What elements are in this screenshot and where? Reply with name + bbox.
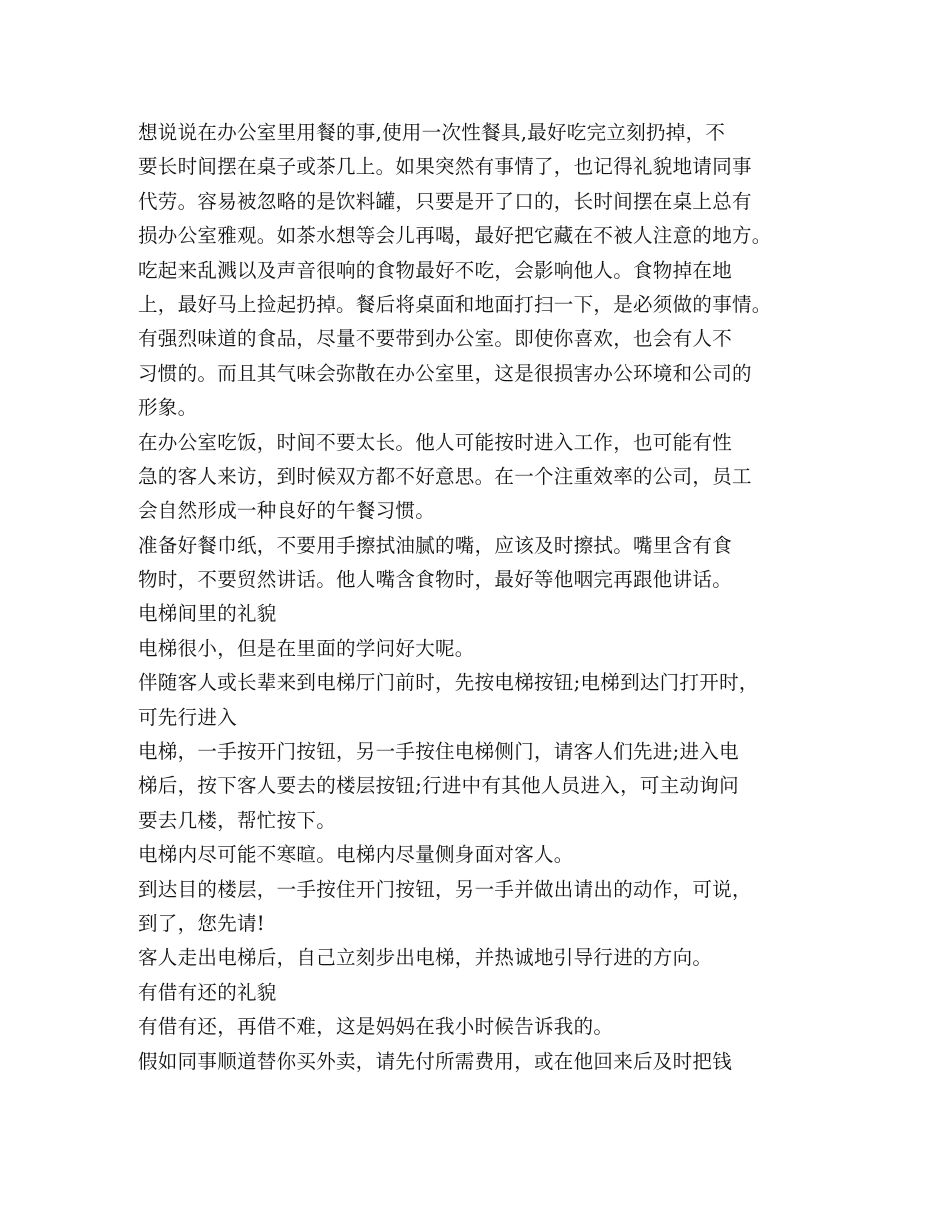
text-line: 物时，不要贸然讲话。他人嘴含食物时，最好等他咽完再跟他讲话。 [138, 568, 733, 592]
section-heading: 电梯间里的礼貌 [138, 602, 277, 626]
text-line: 要长时间摆在桌子或茶几上。如果突然有事情了，也记得礼貌地请同事 [138, 155, 752, 179]
text-line: 到达目的楼层，一手按住开门按钮，另一手并做出请出的动作，可说， [138, 877, 752, 901]
text-line: 假如同事顺道替你买外卖，请先付所需费用，或在他回来后及时把钱 [138, 1049, 733, 1073]
text-line: 电梯，一手按开门按钮，另一手按住电梯侧门，请客人们先进;进入电 [138, 740, 739, 764]
text-line: 要去几楼，帮忙按下。 [138, 808, 337, 832]
text-line: 吃起来乱溅以及声音很响的食物最好不吃，会影响他人。食物掉在地 [138, 258, 733, 282]
text-line: 准备好餐巾纸，不要用手擦拭油腻的嘴，应该及时擦拭。嘴里含有食 [138, 533, 733, 557]
text-line: 损办公室雅观。如茶水想等会儿再喝，最好把它藏在不被人注意的地方。 [138, 224, 772, 248]
text-line: 想说说在办公室里用餐的事,使用一次性餐具,最好吃完立刻扔掉，不 [138, 121, 726, 144]
text-line: 会自然形成一种良好的午餐习惯。 [138, 499, 436, 523]
text-line: 习惯的。而且其气味会弥散在办公室里，这是很损害办公环境和公司的 [138, 361, 752, 385]
text-line: 代劳。容易被忽略的是饮料罐，只要是开了口的，长时间摆在桌上总有 [138, 189, 752, 213]
text-line: 电梯很小，但是在里面的学问好大呢。 [138, 636, 475, 660]
text-line: 客人走出电梯后，自己立刻步出电梯，并热诚地引导行进的方向。 [138, 946, 713, 970]
text-line: 可先行进入 [138, 705, 238, 729]
text-line: 梯后，按下客人要去的楼层按钮;行进中有其他人员进入，可主动询问 [138, 774, 739, 798]
text-line: 上，最好马上捡起扔掉。餐后将桌面和地面打扫一下，是必须做的事情。 [138, 292, 772, 316]
text-line: 形象。 [138, 396, 198, 420]
text-line: 有借有还，再借不难，这是妈妈在我小时候告诉我的。 [138, 1015, 614, 1039]
text-line: 伴随客人或长辈来到电梯厅门前时，先按电梯按钮;电梯到达门打开时， [138, 671, 759, 695]
section-heading: 有借有还的礼貌 [138, 980, 277, 1004]
text-line: 电梯内尽可能不寒暄。电梯内尽量侧身面对客人。 [138, 843, 574, 867]
document-body [138, 116, 828, 1079]
text-line: 到了，您先请! [138, 911, 265, 935]
text-line: 急的客人来访，到时候双方都不好意思。在一个注重效率的公司，员工 [138, 464, 752, 488]
text-line: 有强烈味道的食品，尽量不要带到办公室。即使你喜欢，也会有人不 [138, 327, 733, 351]
text-line: 在办公室吃饭，时间不要太长。他人可能按时进入工作，也可能有性 [138, 430, 733, 454]
